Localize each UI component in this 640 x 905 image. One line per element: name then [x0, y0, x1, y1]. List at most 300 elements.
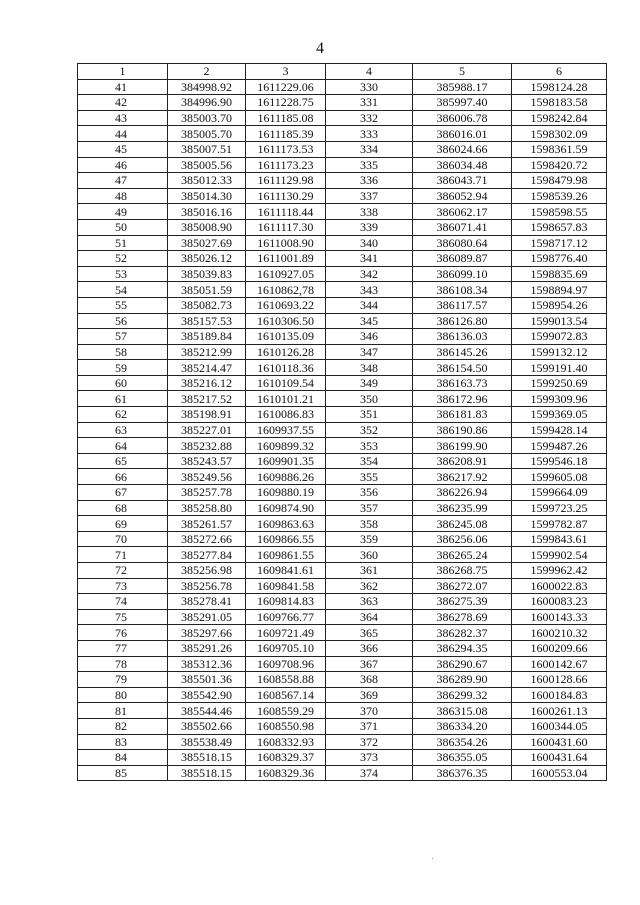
table-cell: 349 [326, 375, 413, 391]
table-cell: 48 [78, 188, 168, 204]
table-row [78, 609, 607, 625]
table-row [78, 329, 607, 345]
table-cell: 1599309.96 [512, 391, 607, 407]
table-cell: 1599962.42 [512, 563, 607, 579]
table-cell: 1598361.59 [512, 141, 607, 157]
table-row [78, 656, 607, 672]
table-row [78, 640, 607, 656]
table-cell: 82 [78, 718, 168, 734]
table-cell: 1599902.54 [512, 547, 607, 563]
table-cell: 52 [78, 251, 168, 267]
table-cell: 347 [326, 344, 413, 360]
table-cell: 1598835.69 [512, 266, 607, 282]
table-cell: 1600143.33 [512, 609, 607, 625]
page-number: 4 [316, 40, 324, 57]
table-cell: 1600128.66 [512, 672, 607, 688]
table-cell: 342 [326, 266, 413, 282]
table-row [78, 422, 607, 438]
table-cell: 371 [326, 718, 413, 734]
table-cell: 1600022.83 [512, 578, 607, 594]
table-cell: 1600142.67 [512, 656, 607, 672]
table-row [78, 266, 607, 282]
table-cell: 1598124.28 [512, 79, 607, 95]
table-row [78, 453, 607, 469]
table-cell: 60 [78, 375, 168, 391]
table-cell: 332 [326, 110, 413, 126]
table-row [78, 391, 607, 407]
table-row [78, 469, 607, 485]
table-cell: 386043.71 [413, 173, 512, 189]
table-cell: 345 [326, 313, 413, 329]
table-cell: 331 [326, 95, 413, 111]
table-cell: 58 [78, 344, 168, 360]
table-cell: 1611229.06 [246, 79, 326, 95]
table-cell: 386315.08 [413, 703, 512, 719]
table-cell: 46 [78, 157, 168, 173]
table-cell: 1609880.19 [246, 485, 326, 501]
coordinates-table [77, 63, 607, 781]
table-cell: 1600431.60 [512, 734, 607, 750]
table-cell: 385988.17 [413, 79, 512, 95]
table-cell: 385291.26 [168, 640, 246, 656]
table-cell: 42 [78, 95, 168, 111]
table-cell: 340 [326, 235, 413, 251]
table-cell: 1609901.35 [246, 453, 326, 469]
table-cell: 1599013.54 [512, 313, 607, 329]
table-cell: 386354.26 [413, 734, 512, 750]
table-cell: 385297.66 [168, 625, 246, 641]
table-cell: 361 [326, 563, 413, 579]
table-cell: 386136.03 [413, 329, 512, 345]
table-cell: 1610109.54 [246, 375, 326, 391]
table-cell: 386190.86 [413, 422, 512, 438]
table-cell: 350 [326, 391, 413, 407]
table-cell: 385212.99 [168, 344, 246, 360]
table-cell: 386024.66 [413, 141, 512, 157]
table-cell: 355 [326, 469, 413, 485]
table-cell: 385518.15 [168, 750, 246, 766]
column-header: 5 [413, 64, 512, 80]
table-cell: 385278.41 [168, 594, 246, 610]
table-cell: 386052.94 [413, 188, 512, 204]
table-cell: 386181.83 [413, 407, 512, 423]
table-cell: 385542.90 [168, 687, 246, 703]
table-cell: 55 [78, 297, 168, 313]
table-cell: 386355.05 [413, 750, 512, 766]
table-cell: 62 [78, 407, 168, 423]
table-cell: 358 [326, 516, 413, 532]
table-cell: 386275.39 [413, 594, 512, 610]
table-cell: 352 [326, 422, 413, 438]
table-cell: 385007.51 [168, 141, 246, 157]
header-row [78, 64, 607, 80]
table-cell: 1609899.32 [246, 438, 326, 454]
table-row [78, 750, 607, 766]
table-cell: 385232.88 [168, 438, 246, 454]
table-cell: 61 [78, 391, 168, 407]
table-cell: 385272.66 [168, 531, 246, 547]
table-cell: 353 [326, 438, 413, 454]
table-cell: 1600210.32 [512, 625, 607, 641]
table-cell: 70 [78, 531, 168, 547]
table-cell: 386265.24 [413, 547, 512, 563]
table-row [78, 578, 607, 594]
table-cell: 1611130.29 [246, 188, 326, 204]
table-row [78, 126, 607, 142]
table-cell: 374 [326, 765, 413, 781]
table-cell: 83 [78, 734, 168, 750]
table-cell: 384996.90 [168, 95, 246, 111]
table-row [78, 235, 607, 251]
table-cell: 1599428.14 [512, 422, 607, 438]
table-cell: 78 [78, 656, 168, 672]
table-cell: 386006.78 [413, 110, 512, 126]
table-cell: 386245.08 [413, 516, 512, 532]
table-row [78, 204, 607, 220]
table-cell: 1599546.18 [512, 453, 607, 469]
table-cell: 386071.41 [413, 219, 512, 235]
table-cell: 1598183.58 [512, 95, 607, 111]
table-cell: 1598242.84 [512, 110, 607, 126]
table-cell: 45 [78, 141, 168, 157]
table-cell: 385014.30 [168, 188, 246, 204]
table-cell: 385501.36 [168, 672, 246, 688]
table-cell: 1598776.40 [512, 251, 607, 267]
table-cell: 385249.56 [168, 469, 246, 485]
table-cell: 334 [326, 141, 413, 157]
table-cell: 385243.57 [168, 453, 246, 469]
table-cell: 362 [326, 578, 413, 594]
table-cell: 386282.37 [413, 625, 512, 641]
table-row [78, 672, 607, 688]
table-cell: 366 [326, 640, 413, 656]
table-row [78, 547, 607, 563]
table-cell: 1611118.44 [246, 204, 326, 220]
table-cell: 359 [326, 531, 413, 547]
table-cell: 386163.73 [413, 375, 512, 391]
table-row [78, 157, 607, 173]
table-row [78, 375, 607, 391]
table-cell: 386108.34 [413, 282, 512, 298]
table-cell: 1599843.61 [512, 531, 607, 547]
table-cell: 1610927.05 [246, 266, 326, 282]
table-row [78, 765, 607, 781]
column-header: 2 [168, 64, 246, 80]
table-cell: 1611008.90 [246, 235, 326, 251]
table-cell: 69 [78, 516, 168, 532]
table-cell: 369 [326, 687, 413, 703]
table-cell: 67 [78, 485, 168, 501]
table-cell: 385291.05 [168, 609, 246, 625]
table-cell: 386199.90 [413, 438, 512, 454]
table-cell: 44 [78, 126, 168, 142]
table-cell: 338 [326, 204, 413, 220]
table-row [78, 110, 607, 126]
table-cell: 386268.75 [413, 563, 512, 579]
table-cell: 385258.80 [168, 500, 246, 516]
table-cell: 81 [78, 703, 168, 719]
table-cell: 1598894.97 [512, 282, 607, 298]
table-cell: 386099.10 [413, 266, 512, 282]
table-cell: 1610306.50 [246, 313, 326, 329]
table-cell: 1609705.10 [246, 640, 326, 656]
table-cell: 1609874.90 [246, 500, 326, 516]
table-row [78, 282, 607, 298]
table-cell: 74 [78, 594, 168, 610]
table-cell: 386172.96 [413, 391, 512, 407]
table-cell: 385216.12 [168, 375, 246, 391]
table-cell: 386235.99 [413, 500, 512, 516]
table-cell: 1599369.05 [512, 407, 607, 423]
table-cell: 385312.36 [168, 656, 246, 672]
table-cell: 1609841.61 [246, 563, 326, 579]
table-row [78, 687, 607, 703]
table-cell: 1598302.09 [512, 126, 607, 142]
table-cell: 363 [326, 594, 413, 610]
table-cell: 386117.57 [413, 297, 512, 313]
table-cell: 356 [326, 485, 413, 501]
table-cell: 1600553.04 [512, 765, 607, 781]
table-cell: 346 [326, 329, 413, 345]
column-header: 3 [246, 64, 326, 80]
table-cell: 370 [326, 703, 413, 719]
table-cell: 385261.57 [168, 516, 246, 532]
table-cell: 1609708.96 [246, 656, 326, 672]
table-row [78, 563, 607, 579]
table-cell: 54 [78, 282, 168, 298]
table-cell: 1598657.83 [512, 219, 607, 235]
table-cell: 336 [326, 173, 413, 189]
table-cell: 1610862,78 [246, 282, 326, 298]
table-cell: 367 [326, 656, 413, 672]
table-cell: 385217.52 [168, 391, 246, 407]
table-cell: 386154.50 [413, 360, 512, 376]
table-cell: 1599250.69 [512, 375, 607, 391]
table-cell: 330 [326, 79, 413, 95]
table-cell: 1600184.83 [512, 687, 607, 703]
table-cell: 1611185.08 [246, 110, 326, 126]
table-cell: 1599487.26 [512, 438, 607, 454]
table-cell: 386256.06 [413, 531, 512, 547]
table-cell: 386290.67 [413, 656, 512, 672]
table-cell: 1611173.23 [246, 157, 326, 173]
table-cell: 1599072.83 [512, 329, 607, 345]
table-row [78, 718, 607, 734]
table-cell: 1609861.55 [246, 547, 326, 563]
table-cell: 386272.07 [413, 578, 512, 594]
table-cell: 386299.32 [413, 687, 512, 703]
table-row [78, 344, 607, 360]
table-cell: 1609937.55 [246, 422, 326, 438]
table-cell: 1608329.37 [246, 750, 326, 766]
table-cell: 386208.91 [413, 453, 512, 469]
table-row [78, 625, 607, 641]
table-cell: 76 [78, 625, 168, 641]
table-cell: 59 [78, 360, 168, 376]
table-cell: 348 [326, 360, 413, 376]
table-cell: 385538.49 [168, 734, 246, 750]
table-cell: 385257.78 [168, 485, 246, 501]
table-cell: 386089.87 [413, 251, 512, 267]
table-cell: 1599132.12 [512, 344, 607, 360]
table-cell: 1599605.08 [512, 469, 607, 485]
table-cell: 85 [78, 765, 168, 781]
table-row [78, 173, 607, 189]
table-row [78, 594, 607, 610]
table-row [78, 500, 607, 516]
table-cell: 1609866.55 [246, 531, 326, 547]
table-cell: 1600209.66 [512, 640, 607, 656]
table-cell: 385082.73 [168, 297, 246, 313]
table-cell: 50 [78, 219, 168, 235]
table-cell: 1608559.29 [246, 703, 326, 719]
table-cell: 386376.35 [413, 765, 512, 781]
table-cell: 385026.12 [168, 251, 246, 267]
table-cell: 1600083.23 [512, 594, 607, 610]
table-cell: 1610086.83 [246, 407, 326, 423]
table-cell: 47 [78, 173, 168, 189]
table-cell: 79 [78, 672, 168, 688]
table-cell: 49 [78, 204, 168, 220]
table-cell: 80 [78, 687, 168, 703]
table-cell: 71 [78, 547, 168, 563]
table-cell: 384998.92 [168, 79, 246, 95]
table-cell: 385005.56 [168, 157, 246, 173]
table-cell: 68 [78, 500, 168, 516]
table-cell: 386278.69 [413, 609, 512, 625]
table-cell: 57 [78, 329, 168, 345]
table-cell: 1599664.09 [512, 485, 607, 501]
table-cell: 41 [78, 79, 168, 95]
table-cell: 385256.98 [168, 563, 246, 579]
table-cell: 1609863.63 [246, 516, 326, 532]
table-cell: 368 [326, 672, 413, 688]
table-row [78, 95, 607, 111]
table-row [78, 79, 607, 95]
table-row [78, 407, 607, 423]
table-cell: 386080.64 [413, 235, 512, 251]
table-cell: 386294.35 [413, 640, 512, 656]
table-cell: 385051.59 [168, 282, 246, 298]
table-row [78, 141, 607, 157]
table-cell: 343 [326, 282, 413, 298]
table-row [78, 516, 607, 532]
table-cell: 1611173.53 [246, 141, 326, 157]
table-cell: 385518.15 [168, 765, 246, 781]
table-cell: 66 [78, 469, 168, 485]
table-cell: 1598954.26 [512, 297, 607, 313]
table-cell: 385997.40 [413, 95, 512, 111]
scan-speck [432, 858, 433, 859]
table-cell: 1609766.77 [246, 609, 326, 625]
table-cell: 1598420.72 [512, 157, 607, 173]
table-cell: 1610118.36 [246, 360, 326, 376]
table-header [78, 64, 607, 80]
table-cell: 385157.53 [168, 313, 246, 329]
table-row [78, 297, 607, 313]
table-cell: 385003.70 [168, 110, 246, 126]
table-cell: 1600261.13 [512, 703, 607, 719]
column-header: 6 [512, 64, 607, 80]
table-row [78, 485, 607, 501]
table-cell: 385198.91 [168, 407, 246, 423]
table-cell: 1598539.26 [512, 188, 607, 204]
table-cell: 63 [78, 422, 168, 438]
table-cell: 1610135.09 [246, 329, 326, 345]
table-cell: 386226.94 [413, 485, 512, 501]
column-header: 1 [78, 64, 168, 80]
table-cell: 385039.83 [168, 266, 246, 282]
table-cell: 1609886.26 [246, 469, 326, 485]
table-cell: 1608567.14 [246, 687, 326, 703]
table-cell: 373 [326, 750, 413, 766]
table-cell: 1611185.39 [246, 126, 326, 142]
table-row [78, 531, 607, 547]
table-row [78, 219, 607, 235]
table-cell: 1610693.22 [246, 297, 326, 313]
table-cell: 1609841.58 [246, 578, 326, 594]
table-cell: 65 [78, 453, 168, 469]
table-cell: 354 [326, 453, 413, 469]
table-cell: 344 [326, 297, 413, 313]
table-cell: 386034.48 [413, 157, 512, 173]
table-cell: 385502.66 [168, 718, 246, 734]
table-cell: 385227.01 [168, 422, 246, 438]
table-cell: 385189.84 [168, 329, 246, 345]
table-cell: 341 [326, 251, 413, 267]
table-cell: 357 [326, 500, 413, 516]
table-cell: 72 [78, 563, 168, 579]
table-cell: 84 [78, 750, 168, 766]
table-cell: 385256.78 [168, 578, 246, 594]
table-row [78, 251, 607, 267]
table-row [78, 313, 607, 329]
table-cell: 1599191.40 [512, 360, 607, 376]
table-cell: 1608332.93 [246, 734, 326, 750]
table-cell: 386145.26 [413, 344, 512, 360]
table-cell: 385016.16 [168, 204, 246, 220]
table-cell: 1600431.64 [512, 750, 607, 766]
table-cell: 385008.90 [168, 219, 246, 235]
table-cell: 1598598.55 [512, 204, 607, 220]
table-cell: 1610101.21 [246, 391, 326, 407]
table-cell: 386062.17 [413, 204, 512, 220]
table-cell: 1608550.98 [246, 718, 326, 734]
table-cell: 385005.70 [168, 126, 246, 142]
table-cell: 1611001.89 [246, 251, 326, 267]
table-cell: 1610126.28 [246, 344, 326, 360]
table-cell: 386334.20 [413, 718, 512, 734]
table-row [78, 438, 607, 454]
table-cell: 385012.33 [168, 173, 246, 189]
table-cell: 385544.46 [168, 703, 246, 719]
table-cell: 333 [326, 126, 413, 142]
table-cell: 1611129.98 [246, 173, 326, 189]
table-cell: 43 [78, 110, 168, 126]
table-cell: 1611117.30 [246, 219, 326, 235]
table-cell: 385027.69 [168, 235, 246, 251]
table-cell: 386217.92 [413, 469, 512, 485]
table-cell: 1609721.49 [246, 625, 326, 641]
table-cell: 1611228.75 [246, 95, 326, 111]
table-cell: 64 [78, 438, 168, 454]
table-cell: 386126.80 [413, 313, 512, 329]
table-cell: 1608558.88 [246, 672, 326, 688]
table-cell: 351 [326, 407, 413, 423]
table-cell: 386016.01 [413, 126, 512, 142]
table-row [78, 734, 607, 750]
table-cell: 335 [326, 157, 413, 173]
